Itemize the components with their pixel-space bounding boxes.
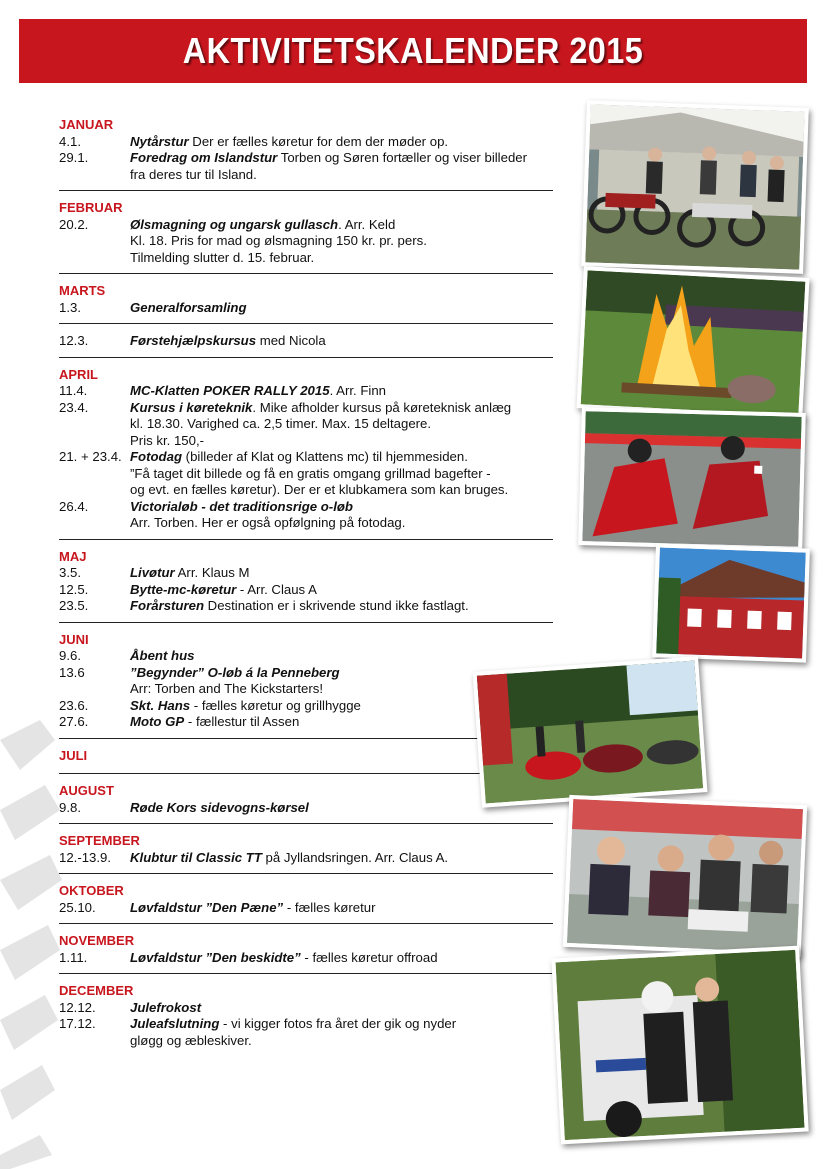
entry-date: 12.-13.9.: [59, 849, 112, 865]
entry-text: Destination er i skrivende stund ikke fastlagt.: [204, 598, 469, 613]
month-heading: APRIL: [59, 366, 98, 382]
calendar-entry: [59, 400, 553, 450]
entry-description: [130, 449, 553, 499]
calendar-entry: [59, 134, 553, 151]
entry-line: kl. 18.30. Varighed ca. 2,5 timer. Max. 15 deltagere.: [130, 416, 432, 431]
entry-line: [130, 1000, 553, 1017]
entry-description: [130, 598, 553, 615]
entry-description: [130, 1000, 553, 1017]
calendar-entry: [59, 150, 553, 183]
entry-text: - fælles køretur: [283, 899, 376, 915]
calendar-entry: [59, 900, 553, 917]
entry-text: . Arr. Keld: [338, 216, 396, 232]
entry-title: Røde Kors sidevogns-kørsel: [130, 799, 309, 815]
entry-line: Arr: Torben and The Kickstarters!: [130, 681, 324, 696]
calendar-entry: [59, 1000, 553, 1017]
entry-date: 12.3.: [59, 333, 89, 348]
entry-description: [130, 134, 553, 151]
entry-line: [130, 900, 553, 917]
entry-line: [130, 300, 553, 317]
entry-date: 4.1.: [59, 133, 81, 149]
entry-date: 17.12.: [59, 1016, 96, 1031]
entry-date: 3.5.: [59, 565, 81, 580]
entry-date: 27.6.: [59, 714, 89, 729]
divider: [59, 873, 553, 874]
entry-description: [130, 1016, 553, 1049]
calendar-entry: [59, 217, 553, 267]
calendar-entry: [59, 950, 553, 967]
entry-description: [130, 499, 553, 532]
photo-police-motorcycle: [551, 946, 808, 1145]
photo-bonfire: [576, 266, 809, 420]
entry-date: 9.8.: [59, 799, 81, 815]
entry-title: Ølsmagning og ungarsk gullasch: [130, 216, 339, 232]
calendar-entry: [59, 850, 553, 867]
entry-date: 23.4.: [59, 399, 89, 415]
entry-title: Livøtur: [130, 565, 175, 580]
entry-line: [130, 400, 553, 417]
entry-description: [130, 217, 553, 267]
entry-text: - fælles køretur og grillhygge: [190, 697, 361, 713]
title-banner: [19, 19, 807, 83]
entry-date: 29.1.: [59, 150, 89, 165]
entry-title: Fotodag: [130, 449, 183, 464]
entry-line: [130, 598, 553, 615]
entry-title: Moto GP: [130, 714, 185, 729]
entry-line: Kl. 18. Pris for mad og ølsmagning 150 kr. pr. pers.: [130, 233, 427, 248]
entry-title: MC-Klatten POKER RALLY 2015: [130, 383, 330, 398]
entry-text: - vi kigger fotos fra året der gik og nyder: [219, 1016, 457, 1031]
entry-line: [130, 333, 553, 350]
divider: [59, 323, 553, 324]
entry-description: [130, 950, 553, 967]
month-heading: MARTS: [59, 283, 106, 298]
calendar-entry: [59, 598, 553, 615]
entry-date: 12.5.: [59, 581, 89, 597]
calendar-entry: [59, 499, 553, 532]
entry-text: - fælles køretur offroad: [300, 949, 438, 965]
entry-description: [130, 300, 553, 317]
entry-title: ”Begynder” O-løb á la Penneberg: [130, 664, 340, 680]
entry-title: Juleafslutning: [130, 1016, 220, 1031]
entry-description: [130, 850, 553, 867]
divider: [59, 273, 553, 274]
entry-line: [130, 648, 553, 665]
calendar-entry: [59, 333, 553, 350]
photo-track-riding: [578, 407, 806, 551]
entry-line: fra deres tur til Island.: [130, 166, 257, 182]
entry-line: Tilmelding slutter d. 15. februar.: [130, 249, 315, 265]
entry-line: [130, 217, 553, 234]
entry-line: [130, 134, 553, 151]
divider: [59, 622, 553, 623]
entry-date: 11.4.: [59, 383, 88, 398]
month-heading: AUGUST: [59, 783, 114, 798]
calendar-entry: [59, 1016, 553, 1049]
month-heading: MAJ: [59, 548, 87, 564]
photo-red-house: [652, 543, 810, 662]
divider: [59, 190, 553, 191]
entry-line: Arr. Torben. Her er også opfølgning på fotodag.: [130, 515, 406, 530]
entry-description: [130, 150, 553, 183]
entry-description: [130, 333, 553, 350]
calendar-entry: [59, 300, 553, 317]
month-heading: SEPTEMBER: [59, 833, 140, 848]
entry-date: 21. + 23.4.: [59, 449, 122, 464]
entry-line: [130, 950, 553, 967]
entry-title: Nytårstur: [130, 133, 189, 149]
entry-date: 23.5.: [59, 598, 89, 613]
entry-description: [130, 565, 553, 582]
entry-description: [130, 383, 553, 400]
month-heading: DECEMBER: [59, 983, 134, 998]
entry-title: Victorialøb - det traditionsrige o-løb: [130, 498, 353, 514]
entry-text: . Arr. Finn: [329, 383, 386, 398]
month-heading: JUNI: [59, 631, 89, 647]
entry-text: Torben og Søren fortæller og viser billeder: [277, 150, 528, 165]
entry-date: 26.4.: [59, 498, 89, 514]
entry-text: . Mike afholder kursus på køreteknisk anlæg: [252, 399, 512, 415]
entry-line: Pris kr. 150,-: [130, 432, 205, 448]
page-title: AKTIVITETSKALENDER 2015: [182, 30, 644, 71]
entry-title: Løvfaldstur ”Den Pæne”: [130, 899, 284, 915]
entry-title: Åbent hus: [130, 648, 195, 663]
calendar-entry: [59, 582, 553, 599]
divider: [59, 539, 553, 540]
entry-line: ”Få taget dit billede og få en gratis omgang grillmad bagefter -: [130, 465, 491, 481]
photo-parked-motorcycles: [473, 656, 708, 807]
entry-date: 12.12.: [59, 999, 96, 1015]
calendar-entry: [59, 648, 553, 665]
entry-line: [130, 565, 553, 582]
entry-description: [130, 400, 553, 450]
entry-text: Der er fælles køretur for dem der møder op.: [188, 133, 449, 149]
photo-motorcycle-riders-farm: [581, 100, 809, 274]
entry-title: Julefrokost: [130, 999, 202, 1015]
entry-date: 25.10.: [59, 899, 96, 915]
entry-title: Bytte-mc-køretur: [130, 581, 237, 597]
divider: [59, 823, 553, 824]
entry-date: 9.6.: [59, 648, 81, 663]
entry-title: Løvfaldstur ”Den beskidte”: [130, 949, 301, 965]
entry-date: 1.11.: [59, 949, 88, 965]
entry-text: med Nicola: [256, 333, 326, 348]
divider: [59, 923, 553, 924]
entry-description: [130, 582, 553, 599]
activity-calendar: [59, 113, 553, 1049]
entry-line: [130, 383, 553, 400]
entry-description: [130, 648, 553, 665]
month-heading: OKTOBER: [59, 883, 124, 898]
month-heading: NOVEMBER: [59, 933, 135, 948]
entry-date: 23.6.: [59, 697, 89, 713]
entry-title: Forårsturen: [130, 598, 205, 613]
entry-text: - Arr. Claus A: [236, 581, 317, 597]
calendar-entry: [59, 565, 553, 582]
entry-date: 1.3.: [59, 299, 81, 315]
calendar-entry: [59, 383, 553, 400]
calendar-entry: [59, 449, 553, 499]
entry-line: [130, 150, 553, 167]
entry-line: [130, 582, 553, 599]
entry-text: (billeder af Klat og Klattens mc) til hjemmesiden.: [182, 449, 468, 464]
entry-date: 13.6: [59, 664, 85, 680]
photo-club-gathering-table: [563, 795, 807, 957]
divider: [59, 973, 553, 974]
month-heading: JULI: [59, 747, 88, 763]
entry-line: [130, 1016, 553, 1033]
entry-title: Førstehjælpskursus: [130, 333, 257, 348]
entry-text: - fællestur til Assen: [184, 714, 300, 729]
entry-line: [130, 449, 553, 466]
entry-title: Generalforsamling: [130, 299, 247, 315]
entry-title: Skt. Hans: [130, 697, 191, 713]
calendar-entry: [59, 800, 553, 817]
entry-description: [130, 900, 553, 917]
entry-text: Arr. Klaus M: [174, 565, 250, 580]
entry-line: [130, 499, 553, 516]
entry-line: og evt. en fælles køretur). Der er et klubkamera som kan bruges.: [130, 482, 509, 497]
entry-title: Kursus i køreteknik: [130, 399, 253, 415]
entry-title: Klubtur til Classic TT: [130, 849, 262, 865]
entry-text: på Jyllandsringen. Arr. Claus A.: [261, 849, 449, 865]
month-heading: FEBRUAR: [59, 200, 123, 215]
entry-line: [130, 850, 553, 867]
entry-line: gløgg og æbleskiver.: [130, 1032, 252, 1048]
month-heading: JANUAR: [59, 117, 114, 132]
divider: [59, 357, 553, 358]
entry-date: 20.2.: [59, 216, 89, 232]
entry-title: Foredrag om Islandstur: [130, 150, 278, 165]
